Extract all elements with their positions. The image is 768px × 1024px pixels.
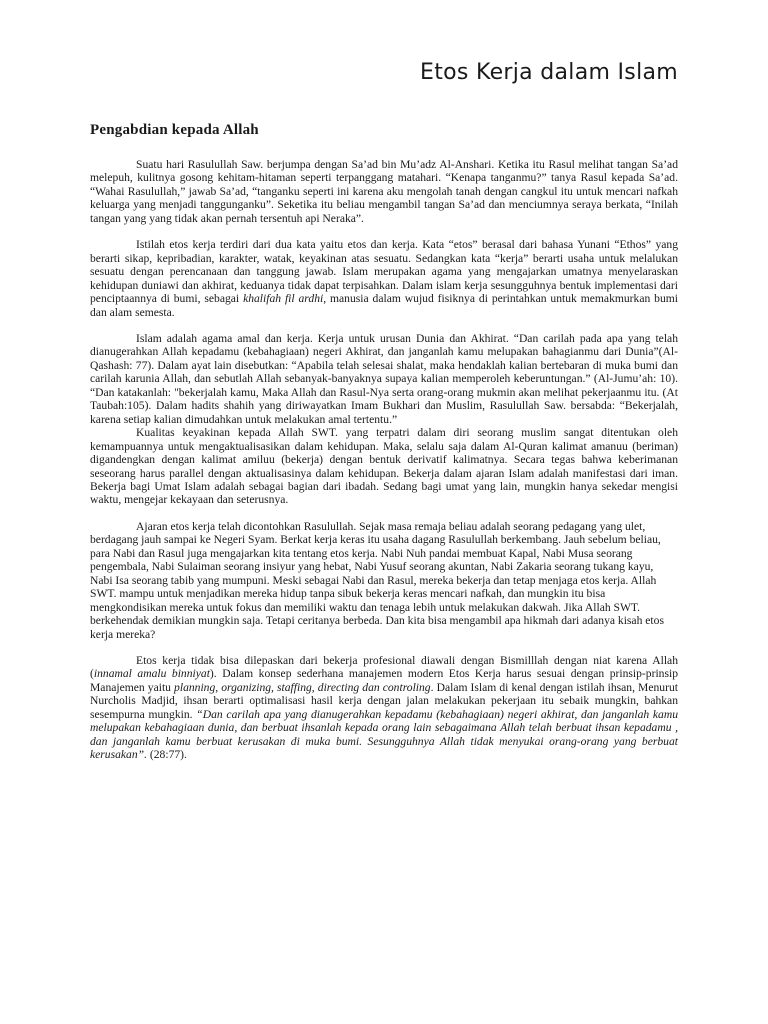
paragraph-text: ). Dalam konsep sederhana manajemen modern Etos Kerja harus sesuai dengan prinsip-prinsip Manajemen yaitu xyxy=(90,667,678,694)
paragraph-text: Kualitas keyakinan kepada Allah SWT. yang terpatri dalam diri seorang muslim sangat ditentukan oleh kemampuannya untuk mengaktualisasikan dalam kehidupan. Maka, selalu saja dalam Al-Quran kalimat amanuu (beriman) digandengkan dengan kalimat amiluu (bekerja) dengan bentuk derivatif kalimatnya. Secara tegas bahwa keberimanan seseorang harus parallel dengan aktualisasinya dalam kehidupan. Bekerja dalam ajaran Islam adalah manifestasi dari iman. Bekerja bagi Umat Islam adalah sebagai bagian dari ibadah. Sedang bagi umat yang lain, mungkin hanya sekedar mengisi waktu, mengejar kekayaan dan seterusnya. xyxy=(90,426,678,507)
paragraph-text: (28:77). xyxy=(147,748,187,762)
body-text xyxy=(90,158,678,775)
section-heading: Pengabdian kepada Allah xyxy=(90,122,259,138)
italic-text: khalifah fil ardhi xyxy=(243,292,324,306)
paragraph-text: . Dalam Islam di kenal dengan istilah ihsan, Menurut Nurcholis Madjid, ihsan berarti optimalisasi hasil kerja dengan jalan melakukan pekerjaan itu sebaik mungkin, bahkan sesempurna mungkin. xyxy=(90,680,678,721)
paragraph-text: Ajaran etos kerja telah dicontohkan Rasulullah. Sejak masa remaja beliau adalah seorang pedagang yang ulet, berdagang jauh sampai ke Negeri Syam. Berkat kerja keras itu usaha dagang Rasulullah berkembang. Jauh sebelum beliau, para Nabi dan Rasul juga mengajarkan kita tentang etos kerja. Nabi Nuh pandai membuat Kapal, Nabi Musa seorang pengembala, Nabi Sulaiman seorang insiyur yang hebat, Nabi Yusuf seorang akuntan, Nabi Zakaria seorang tukang kayu, Nabi Isa seorang tabib yang mumpuni. Meski sebagai Nabi dan Rasul, mereka bekerja dan tetap menjaga etos kerja. Allah SWT. mampu untuk menjadikan mereka hidup tanpa sibuk bekerja keras mencari nafkah, dan mungkin itu bisa mengkondisikan mereka untuk fokus dan memiliki waktu dan tenaga lebih untuk melakukan dakwah. Jika Allah SWT. berkehendak demikian mungkin saja. Tetapi ceritanya berbeda. Dan kita bisa mengambil apa hikmah dari adanya kisah etos kerja mereka? xyxy=(90,519,664,641)
italic-text: innamal amalu binniyat xyxy=(93,667,210,681)
paragraph-text: , manusia dalam wujud fisiknya di perintahkan untuk memakmurkan bumi dan alam semesta. xyxy=(90,292,679,319)
paragraph xyxy=(90,426,678,507)
paragraph-text: Suatu hari Rasulullah Saw. berjumpa dengan Sa’ad bin Mu’adz Al-Anshari. Ketika itu Rasul melihat tangan Sa’ad melepuh, kulitnya gosong kehitam-hitaman seperti terpanggang matahari. “Kenapa tanganmu?” tanya Rasul kepada Sa’ad. “Wahai Rasulullah,” jawab Sa’ad, “tanganku seperti ini karena aku mengolah tanah dengan cangkul itu untuk mencari nafkah keluarga yang menjadi tanggunganku”. Seketika itu beliau mengambil tangan Sa’ad dan menciumnya seraya berkata, “Inilah tangan yang yang tidak akan pernah tersentuh api Neraka”. xyxy=(90,158,678,225)
italic-text: planning, organizing, staffing, directing dan controling xyxy=(174,680,431,694)
paragraph-text: Etos kerja tidak bisa dilepaskan dari bekerja profesional diawali dengan Bismilllah dengan niat karena Allah ( xyxy=(90,653,678,681)
italic-text: “Dan carilah apa yang dianugerahkan kepadamu (kebahagiaan) negeri akhirat, dan janganlah kamu melupakan kebahagiaan dunia, dan berbuat ihsanlah kepada orang lain sebagaimana Allah telah berbuat ihsan kepadamu , dan janganlah kamu berbuat kerusakan di muka bumi. Sesungguhnya Allah tidak menyukai orang-orang yang berbuat kerusakan”. xyxy=(90,707,679,762)
paragraph xyxy=(90,158,678,225)
paragraph xyxy=(90,520,678,641)
paragraph-text: Istilah etos kerja terdiri dari dua kata yaitu etos dan kerja. Kata “etos” berasal dari bahasa Yunani “Ethos” yang berarti sikap, kepribadian, karakter, watak, keyakinan atas sesuatu. Sedangkan kata “kerja” berarti usaha untuk melalukan sesuatu dengan perencanaan dan tanggung jawab. Islam merupakan agama yang mengajarkan umatnya menyelaraskan kehidupan duniawi dan akhirat, keduanya tidak dapat terpisahkan. Dalam islam kerja sesungguhnya bentuk implementasi dari penciptaannya di bumi, sebagai xyxy=(90,238,678,306)
paragraph xyxy=(90,238,678,319)
paragraph-text: Islam adalah agama amal dan kerja. Kerja untuk urusan Dunia dan Akhirat. “Dan carilah pada apa yang telah dianugerahkan Allah kepadamu (kebahagiaan) negeri Akhirat, dan janganlah kamu melupakan bahagianmu dari Dunia”(Al-Qashash: 77). Dalam ayat lain disebutkan: “Apabila telah selesai shalat, maka hendaklah kalian bertebaran di muka bumi dan carilah karunia Allah, dan sebutlah Allah sebanyak-banyaknya supaya kalian memperoleh keberuntungan.” (Al-Jumu’ah: 10). “Dan katakanlah: "bekerjalah kamu, Maka Allah dan Rasul-Nya serta orang-orang mukmin akan melihat pekerjaanmu itu. (At Taubah:105). Dalam hadits shahih yang diriwayatkan Imam Bukhari dan Muslim, Rasulullah Saw. bersabda: “Bekerjalah, karena setiap kalian dimudahkan untuk melakukan amal tertentu.” xyxy=(90,331,678,426)
paragraph xyxy=(90,332,678,426)
document-title: Etos Kerja dalam Islam xyxy=(420,60,678,85)
paragraph xyxy=(90,654,678,762)
